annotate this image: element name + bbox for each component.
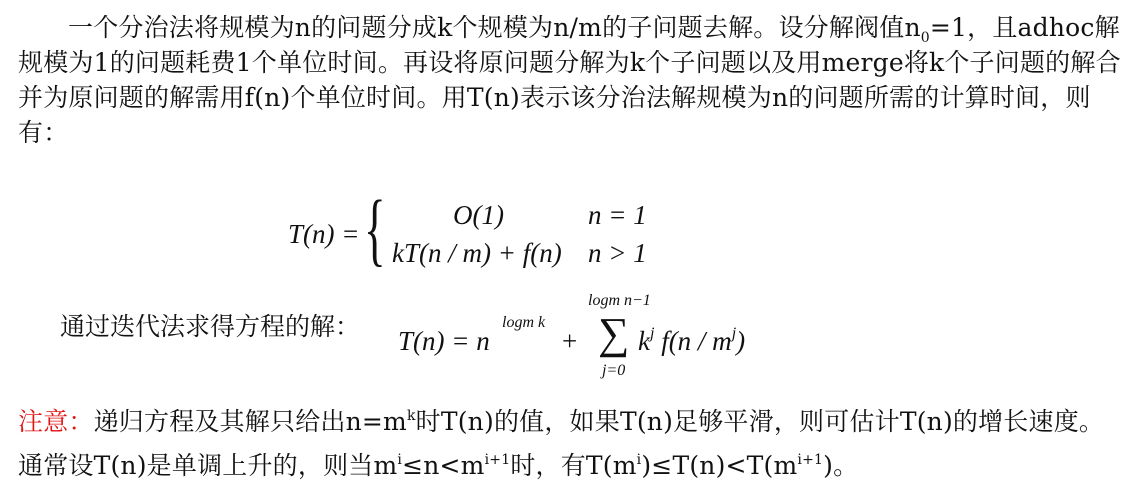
- note-text-5: )≤T(n)<T(m: [641, 451, 798, 480]
- term-m-exponent: j: [731, 325, 737, 342]
- case2-expression: kT(n / m) + f(n): [392, 238, 562, 268]
- intro-text-2: =1，且adhoc解规模为1的问题耗费1个单位时间。再设将原问题分解为k个子问题以及用merge将k个子问题的解合并为原问题的解需用f(n)个单位时间。用T(n)表示该分治法解规模为n的问题所需的计算时间，则有：: [18, 13, 1121, 147]
- sum-upper-limit: logm n−1: [588, 292, 651, 309]
- solution-lhs: T(n) = n: [398, 326, 490, 356]
- term-close: ): [736, 326, 746, 356]
- note-sup-5: i+1: [797, 452, 824, 468]
- summation-term: [638, 326, 745, 357]
- note-sup-3: i+1: [484, 452, 511, 468]
- note-text-2: 时T(n)的值，如果T(n)足够平滑，则可估计T(n)的增长速度。通常设T(n)是单调上升的，则当m: [18, 407, 1105, 480]
- recurrence-lhs: T(n) =: [288, 219, 360, 249]
- note-paragraph: [18, 400, 1123, 488]
- term-k: k: [638, 326, 650, 356]
- case2-condition: n > 1: [588, 238, 647, 268]
- note-sup-4: i: [636, 452, 642, 468]
- case1-expression: O(1): [453, 200, 504, 230]
- note-text-1: 递归方程及其解只给出n=m: [93, 407, 407, 436]
- recurrence-equation: [288, 183, 668, 274]
- solution-exponent: logm k: [502, 314, 546, 331]
- note-sup-1: k: [406, 408, 416, 424]
- summation-icon: ∑: [598, 309, 630, 358]
- case1-condition: n = 1: [588, 200, 647, 230]
- term-k-exponent: j: [649, 325, 655, 342]
- intro-text-1: 一个分治法将规模为n的问题分成k个规模为n/m的子问题去解。设分解阀值n: [68, 13, 921, 42]
- note-text-3: ≤n<m: [402, 451, 485, 480]
- sum-lower-limit: j=0: [602, 362, 626, 379]
- intro-paragraph: [18, 10, 1123, 150]
- note-text-4: 时，有T(m: [510, 451, 637, 480]
- note-sup-2: i: [397, 452, 403, 468]
- plus-sign: +: [562, 326, 578, 356]
- note-text-6: )。: [823, 451, 859, 480]
- solution-equation: [398, 292, 818, 390]
- term-f: f(n / m: [654, 326, 732, 356]
- threshold-subscript: 0: [920, 30, 930, 46]
- case-brace: {: [364, 183, 386, 274]
- note-label: 注意：: [18, 407, 94, 436]
- iteration-label: 通过迭代法求得方程的解：: [60, 312, 361, 341]
